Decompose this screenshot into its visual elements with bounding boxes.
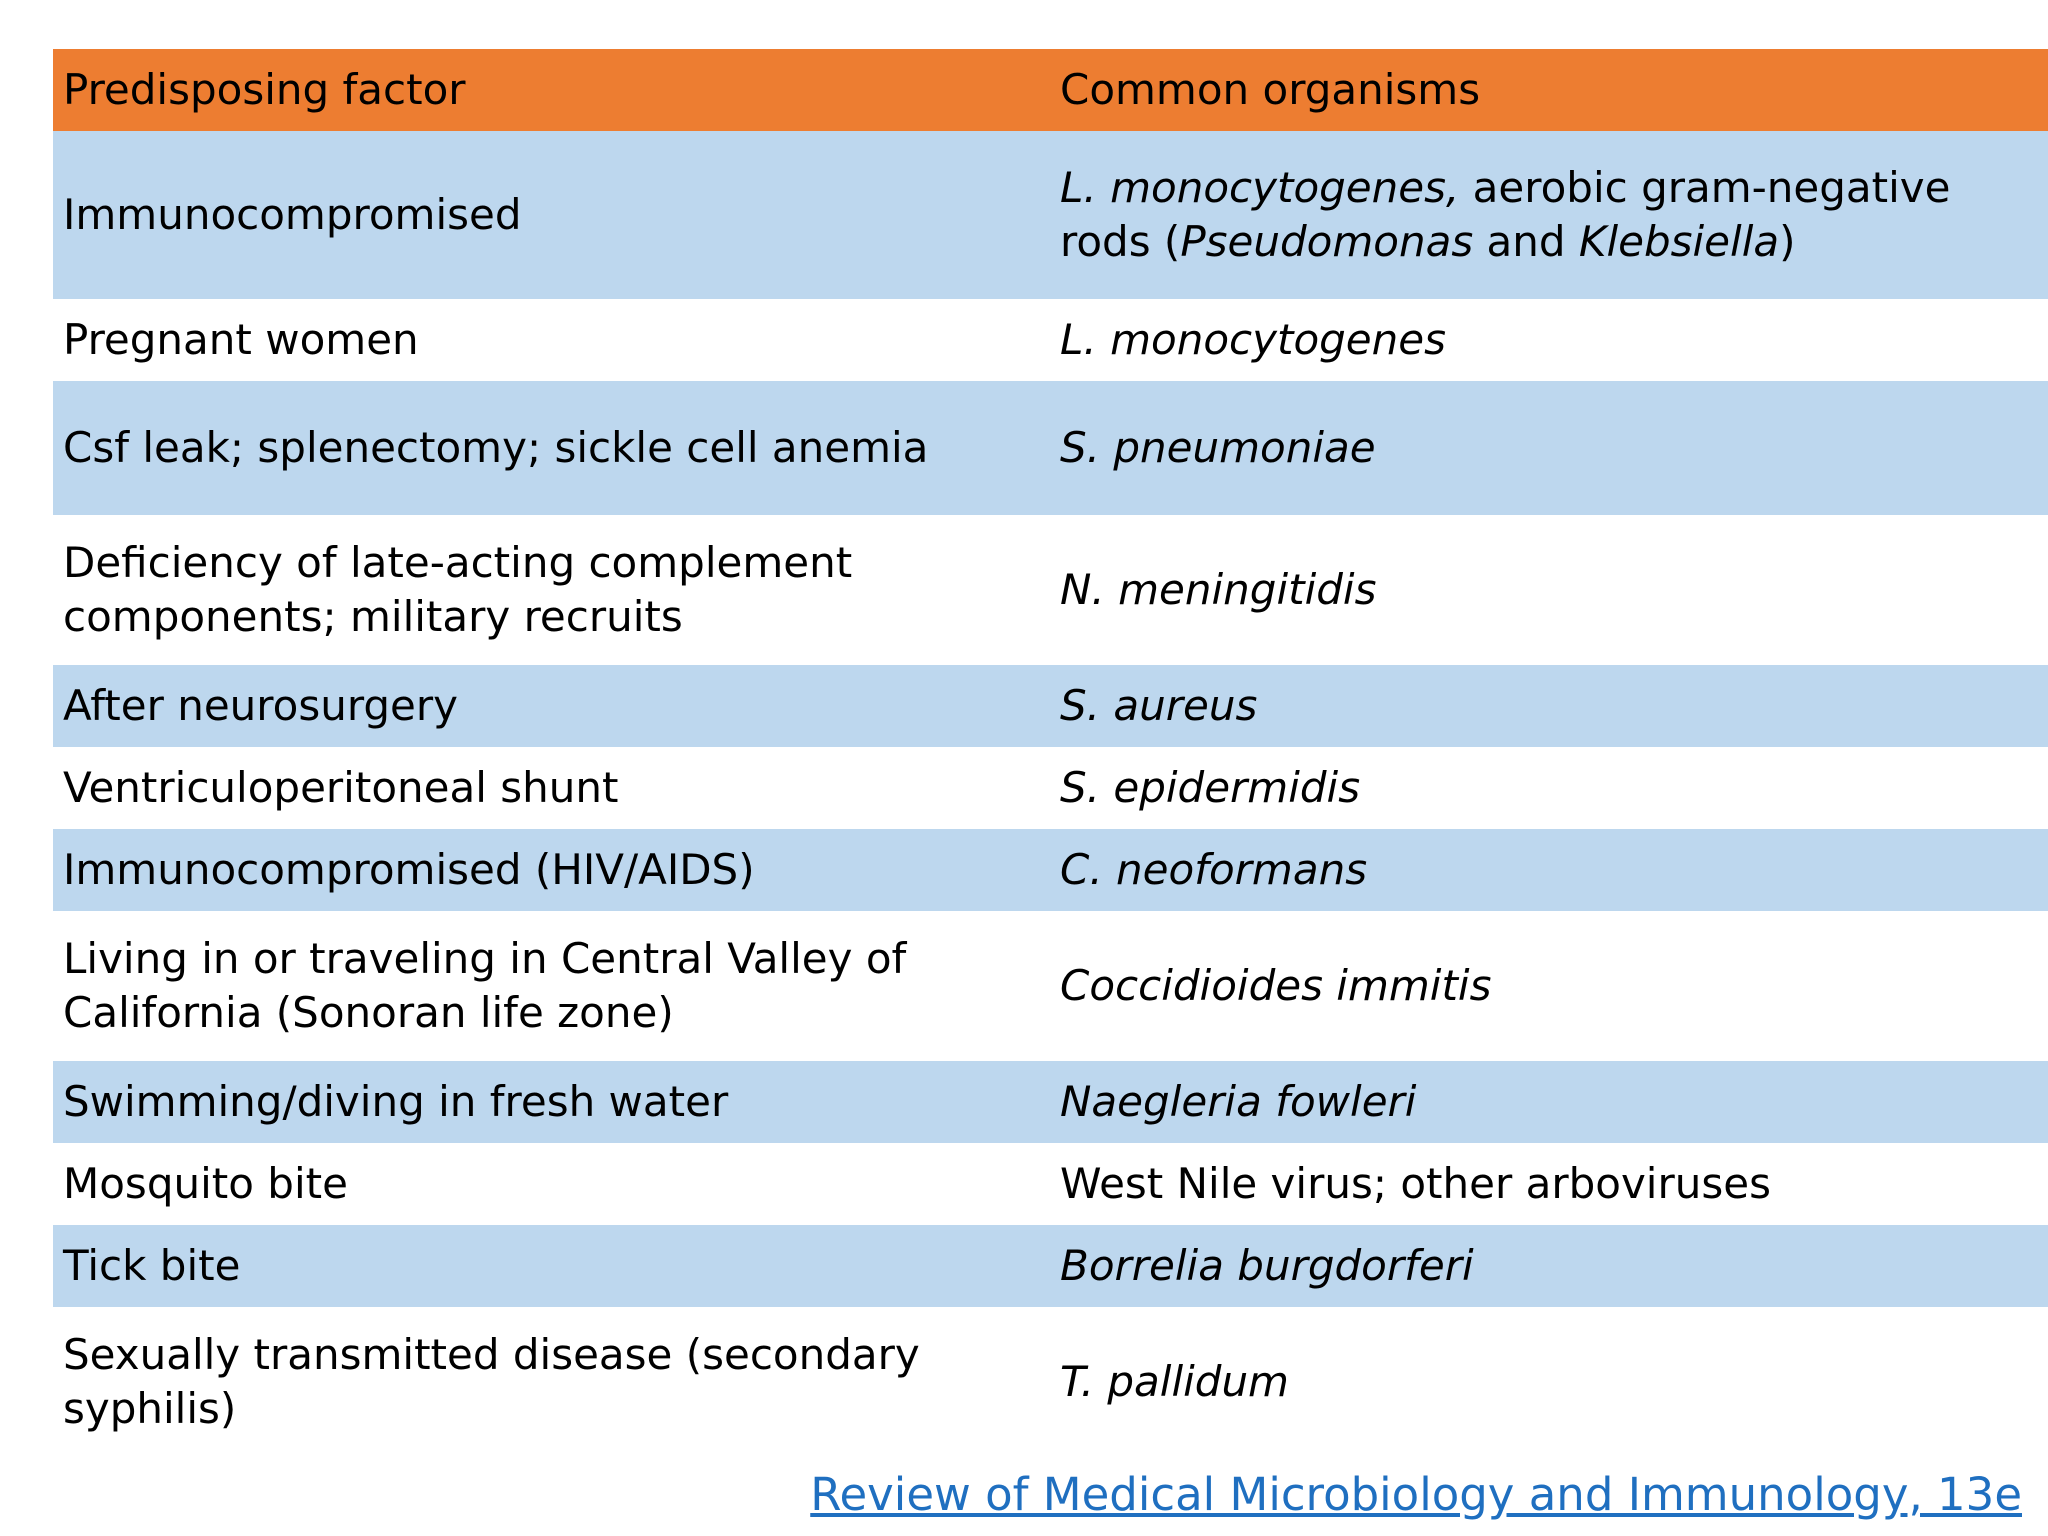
organism-cell [1050,747,2048,829]
organism-cell [1050,1307,2048,1457]
table-header-row [53,49,2048,131]
header-predisposing-factor: Predisposing factor [53,49,1050,131]
organism-name-italic: Borrelia burgdorferi [1060,1241,1474,1290]
organism-text: aerobic gram-negative rods ( [1060,163,1951,266]
organism-name-italic: T. pallidum [1060,1357,1289,1406]
table-body [53,131,2048,1457]
organism-cell [1050,515,2048,665]
table-row [53,131,2048,299]
organism-cell [1050,1061,2048,1143]
organisms-table [53,49,2048,1457]
table-row [53,665,2048,747]
factor-cell: Pregnant women [53,299,1050,381]
organism-name-italic: Klebsiella [1578,217,1780,266]
table-row [53,1143,2048,1225]
table-row [53,1307,2048,1457]
factor-cell: Immunocompromised (HIV/AIDS) [53,829,1050,911]
factor-cell: Sexually transmitted disease (secondary syphilis) [53,1307,1050,1457]
factor-cell: After neurosurgery [53,665,1050,747]
organism-cell [1050,665,2048,747]
header-common-organisms: Common organisms [1050,49,2048,131]
factor-cell: Living in or traveling in Central Valley of California (Sonoran life zone) [53,911,1050,1061]
organism-name-italic: Pseudomonas [1180,217,1474,266]
factor-cell: Csf leak; splenectomy; sickle cell anemia [53,381,1050,515]
organism-cell [1050,381,2048,515]
factor-cell: Swimming/diving in fresh water [53,1061,1050,1143]
organism-cell [1050,1225,2048,1307]
organism-name-italic: S. aureus [1060,681,1258,730]
table-row [53,381,2048,515]
factor-cell: Tick bite [53,1225,1050,1307]
organism-cell [1050,131,2048,299]
factor-cell: Ventriculoperitoneal shunt [53,747,1050,829]
organism-cell [1050,911,2048,1061]
organism-name-italic: L. monocytogenes [1060,315,1446,364]
table-row [53,1061,2048,1143]
factor-cell: Deficiency of late-acting complement components; military recruits [53,515,1050,665]
table-row [53,829,2048,911]
organism-text: West Nile virus; other arboviruses [1060,1159,1771,1208]
organism-cell [1050,829,2048,911]
organism-cell [1050,299,2048,381]
reference-link[interactable]: Review of Medical Microbiology and Immunology, 13e [810,1468,2022,1521]
organism-text: and [1473,217,1579,266]
table-row [53,911,2048,1061]
organism-cell [1050,1143,2048,1225]
organism-name-italic: S. epidermidis [1060,763,1361,812]
table-row [53,747,2048,829]
organism-name-italic: L. monocytogenes, [1060,163,1460,212]
organism-text: ) [1779,217,1796,266]
factor-cell: Mosquito bite [53,1143,1050,1225]
table-row [53,299,2048,381]
organism-name-italic: Naegleria fowleri [1060,1077,1417,1126]
table-row [53,515,2048,665]
organism-name-italic: S. pneumoniae [1060,423,1376,472]
organism-name-italic: N. meningitidis [1060,565,1377,614]
organism-name-italic: Coccidioides immitis [1060,961,1492,1010]
table-row [53,1225,2048,1307]
organism-name-italic: C. neoformans [1060,845,1368,894]
factor-cell: Immunocompromised [53,131,1050,299]
